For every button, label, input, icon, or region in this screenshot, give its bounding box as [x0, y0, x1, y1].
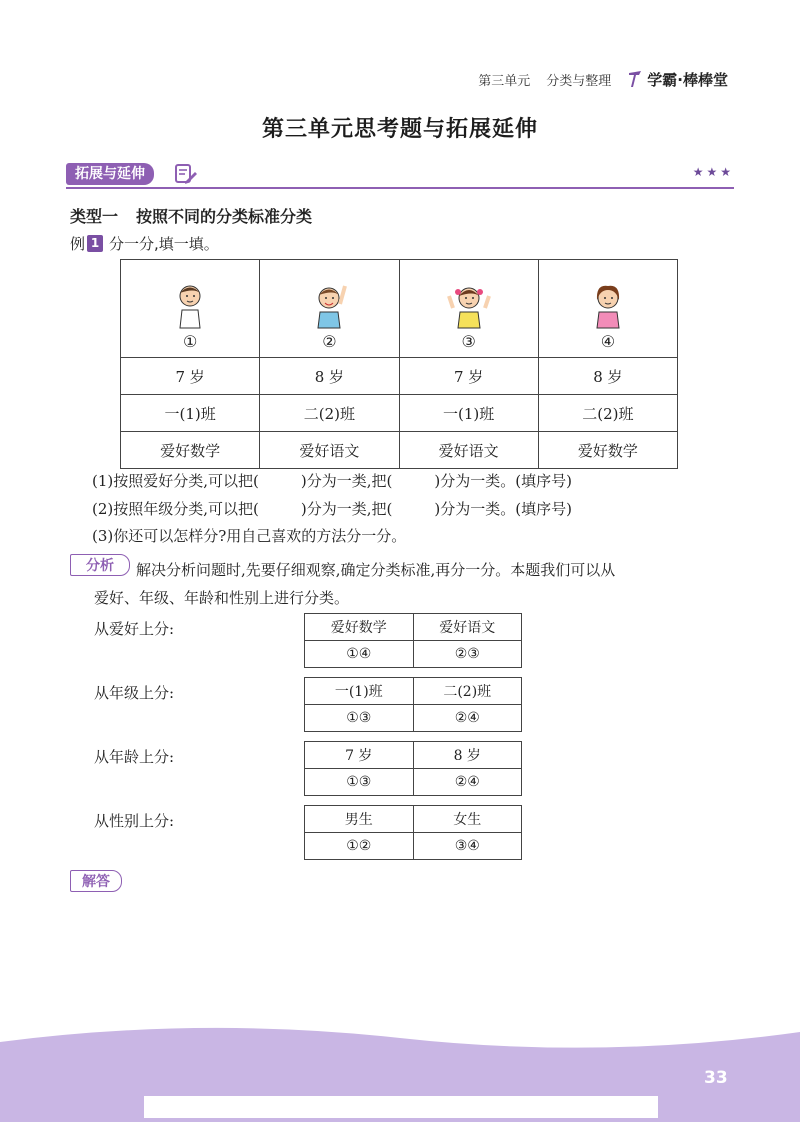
- type-heading: [70, 204, 312, 227]
- children-table: [120, 259, 678, 469]
- footer-blank-box: [144, 1096, 658, 1118]
- table-row: [305, 742, 522, 769]
- difficulty-stars: ★★★: [692, 165, 734, 179]
- page-header: [478, 64, 728, 94]
- classification-label: 从年级上分:: [94, 684, 175, 702]
- table-header-cell: 男生: [305, 806, 414, 833]
- child-number: ④: [600, 332, 616, 351]
- question-1-part-b: )分为一类,把(: [300, 472, 393, 490]
- age-cell: 7 岁: [399, 358, 538, 395]
- table-header-cell: 一(1)班: [305, 678, 414, 705]
- table-row: [305, 614, 522, 641]
- question-2-part-b: )分为一类,把(: [300, 500, 393, 518]
- notebook-pen-icon: [174, 163, 198, 185]
- brand: [627, 69, 728, 90]
- classification-table-age: [304, 741, 522, 796]
- classification-table-grade: [304, 677, 522, 732]
- age-cell: 8 岁: [260, 358, 399, 395]
- age-cell: 7 岁: [121, 358, 260, 395]
- header-unit: 第三单元: [478, 73, 531, 89]
- page-title: 第三单元思考题与拓展延伸: [261, 117, 538, 142]
- hobby-cell: 爱好语文: [260, 432, 399, 469]
- girl-illustration-icon: [586, 280, 630, 330]
- section-tag: 拓展与延伸: [66, 163, 154, 185]
- classification-table-hobby: [304, 613, 522, 668]
- table-row: [305, 678, 522, 705]
- table-cell: ②③: [413, 641, 522, 668]
- class-cell: 一(1)班: [399, 395, 538, 432]
- table-row: [305, 641, 522, 668]
- table-header-cell: 爱好语文: [413, 614, 522, 641]
- hobby-cell: 爱好语文: [399, 432, 538, 469]
- question-2-part-a: (2)按照年级分类,可以把(: [92, 500, 259, 518]
- table-cell: ②④: [413, 769, 522, 796]
- class-cell: 一(1)班: [121, 395, 260, 432]
- question-2-part-c: )分为一类。(填序号): [434, 500, 572, 518]
- analysis-tag: 分析: [70, 554, 130, 576]
- child-cell-1: [121, 260, 260, 358]
- type-label: 类型一: [70, 207, 119, 226]
- table-row: [305, 806, 522, 833]
- boy-raising-hand-illustration-icon: [307, 280, 351, 330]
- analysis-text-line-2: 爱好、年级、年龄和性别上进行分类。: [94, 589, 350, 607]
- table-row: [121, 432, 678, 469]
- child-cell-4: [538, 260, 677, 358]
- table-cell: ①③: [305, 769, 414, 796]
- hobby-cell: 爱好数学: [121, 432, 260, 469]
- classification-label: 从年龄上分:: [94, 748, 175, 766]
- child-cell-2: [260, 260, 399, 358]
- table-header-cell: 8 岁: [413, 742, 522, 769]
- child-number: ②: [322, 332, 337, 351]
- table-cell: ②④: [413, 705, 522, 732]
- question-2: [92, 498, 572, 519]
- brand-name: 学霸·棒棒堂: [647, 70, 728, 89]
- boy-illustration-icon: [168, 280, 212, 330]
- class-cell: 二(2)班: [260, 395, 399, 432]
- child-cell-3: [399, 260, 538, 358]
- header-topic: 分类与整理: [546, 73, 612, 89]
- example-text: 分一分,填一填。: [109, 235, 219, 253]
- question-1: [92, 470, 572, 491]
- table-row: [305, 705, 522, 732]
- classification-table-gender: [304, 805, 522, 860]
- table-cell: ①④: [305, 641, 414, 668]
- classification-label: 从爱好上分:: [94, 620, 175, 638]
- page-number: 33: [704, 1068, 728, 1088]
- girl-waving-illustration-icon: [447, 280, 491, 330]
- answer-tag: 解答: [70, 870, 122, 892]
- table-header-cell: 二(2)班: [413, 678, 522, 705]
- example-prefix: 例: [70, 235, 86, 253]
- class-cell: 二(2)班: [538, 395, 677, 432]
- question-3: (3)你还可以怎样分?用自己喜欢的方法分一分。: [92, 527, 407, 545]
- table-header-cell: 爱好数学: [305, 614, 414, 641]
- table-cell: ①②: [305, 833, 414, 860]
- table-cell: ①③: [305, 705, 414, 732]
- table-header-cell: 女生: [413, 806, 522, 833]
- brand-logo-icon: [627, 69, 643, 89]
- table-row: [305, 769, 522, 796]
- section-bar: [66, 161, 734, 189]
- type-text: 按照不同的分类标准分类: [136, 207, 313, 226]
- section-divider: [66, 187, 734, 189]
- age-cell: 8 岁: [538, 358, 677, 395]
- question-1-part-a: (1)按照爱好分类,可以把(: [92, 472, 259, 490]
- table-row: [121, 358, 678, 395]
- child-number: ③: [461, 332, 476, 351]
- analysis-text-line-1: 解决分析问题时,先要仔细观察,确定分类标准,再分一分。本题我们可以从: [136, 561, 616, 579]
- table-row: [305, 833, 522, 860]
- table-header-cell: 7 岁: [305, 742, 414, 769]
- table-row: [121, 260, 678, 358]
- example-line: [70, 233, 219, 254]
- child-number: ①: [182, 332, 198, 351]
- question-1-part-c: )分为一类。(填序号): [434, 472, 572, 490]
- hobby-cell: 爱好数学: [538, 432, 677, 469]
- table-row: [121, 395, 678, 432]
- table-cell: ③④: [413, 833, 522, 860]
- example-number-badge: 1: [87, 235, 103, 252]
- classification-label: 从性别上分:: [94, 812, 175, 830]
